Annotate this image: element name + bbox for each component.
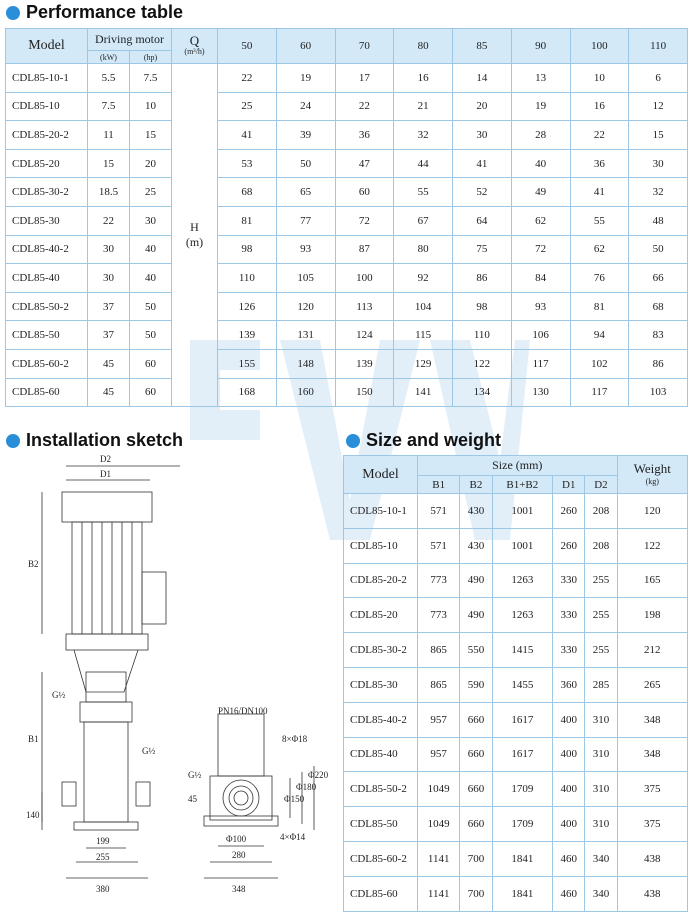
head-cell: 104 [394, 292, 453, 321]
model-cell: CDL85-60 [6, 378, 88, 407]
weight-cell: 265 [617, 667, 687, 702]
head-cell: 12 [629, 92, 688, 121]
hp-cell: 40 [130, 235, 172, 264]
head-cell: 14 [453, 64, 512, 93]
head-cell: 102 [570, 349, 629, 378]
size-weight-title: Size and weight [346, 430, 501, 451]
head-cell: 30 [453, 121, 512, 150]
head-cell: 76 [570, 264, 629, 293]
head-cell: 44 [394, 149, 453, 178]
sw-col-d2: D2 [585, 476, 617, 494]
weight-cell: 348 [617, 737, 687, 772]
model-cell: CDL85-10-1 [6, 64, 88, 93]
head-cell: 129 [394, 349, 453, 378]
head-cell: 28 [511, 121, 570, 150]
model-cell: CDL85-30-2 [344, 633, 418, 668]
model-cell: CDL85-50 [344, 807, 418, 842]
sw-col-size: Size (mm) [418, 456, 618, 476]
size-cell: 330 [553, 598, 585, 633]
bullet-icon [6, 6, 20, 20]
table-row [344, 807, 688, 842]
label-280: 280 [232, 850, 246, 860]
model-cell: CDL85-20 [6, 149, 88, 178]
label-b2: B2 [28, 559, 39, 569]
size-cell: 360 [553, 667, 585, 702]
weight-cell: 438 [617, 841, 687, 876]
weight-cell: 165 [617, 563, 687, 598]
head-cell: 126 [218, 292, 277, 321]
head-cell: 130 [511, 378, 570, 407]
label-140: 140 [26, 810, 40, 820]
size-cell: 1617 [492, 702, 553, 737]
size-cell: 1415 [492, 633, 553, 668]
head-cell: 139 [335, 349, 394, 378]
head-cell: 47 [335, 149, 394, 178]
label-phi180: Φ180 [296, 782, 317, 792]
size-cell: 1263 [492, 563, 553, 598]
kw-cell: 45 [88, 378, 130, 407]
size-cell: 1841 [492, 841, 553, 876]
head-cell: 106 [511, 321, 570, 350]
size-cell: 1841 [492, 876, 553, 911]
size-cell: 255 [585, 633, 617, 668]
head-cell: 150 [335, 378, 394, 407]
label-phi220: Φ220 [308, 770, 329, 780]
label-phi150: Φ150 [284, 794, 305, 804]
head-cell: 36 [570, 149, 629, 178]
size-cell: 490 [460, 598, 492, 633]
model-cell: CDL85-10 [344, 528, 418, 563]
size-cell: 310 [585, 807, 617, 842]
model-cell: CDL85-20-2 [6, 121, 88, 150]
label-255: 255 [96, 852, 110, 862]
performance-table [5, 28, 688, 407]
size-cell: 330 [553, 633, 585, 668]
model-cell: CDL85-20 [344, 598, 418, 633]
size-cell: 773 [418, 598, 460, 633]
size-cell: 865 [418, 633, 460, 668]
flow-60: 60 [276, 29, 335, 64]
model-cell: CDL85-20-2 [344, 563, 418, 598]
head-cell: 64 [453, 206, 512, 235]
size-cell: 208 [585, 528, 617, 563]
kw-cell: 15 [88, 149, 130, 178]
head-cell: 65 [276, 178, 335, 207]
flow-70: 70 [335, 29, 394, 64]
table-row [6, 121, 688, 150]
size-cell: 660 [460, 737, 492, 772]
model-cell: CDL85-30-2 [6, 178, 88, 207]
label-pn: PN16/DN100 [218, 706, 268, 716]
table-row [6, 321, 688, 350]
head-cell: 49 [511, 178, 570, 207]
model-cell: CDL85-40 [6, 264, 88, 293]
kw-cell: 45 [88, 349, 130, 378]
head-cell: 148 [276, 349, 335, 378]
head-cell: 17 [335, 64, 394, 93]
size-cell: 1141 [418, 876, 460, 911]
size-cell: 255 [585, 598, 617, 633]
label-45: 45 [188, 794, 197, 804]
head-cell: 68 [218, 178, 277, 207]
head-cell: 134 [453, 378, 512, 407]
head-cell: 77 [276, 206, 335, 235]
size-cell: 660 [460, 807, 492, 842]
size-cell: 590 [460, 667, 492, 702]
label-348: 348 [232, 884, 246, 894]
kw-cell: 5.5 [88, 64, 130, 93]
table-row [344, 563, 688, 598]
hp-cell: 10 [130, 92, 172, 121]
model-cell: CDL85-60-2 [344, 841, 418, 876]
hp-cell: 15 [130, 121, 172, 150]
head-cell: 93 [276, 235, 335, 264]
model-cell: CDL85-50-2 [344, 772, 418, 807]
size-cell: 550 [460, 633, 492, 668]
size-cell: 260 [553, 528, 585, 563]
size-cell: 660 [460, 702, 492, 737]
head-cell: 22 [570, 121, 629, 150]
label-d2: D2 [100, 454, 111, 464]
head-cell: 103 [629, 378, 688, 407]
size-weight-table [343, 455, 688, 912]
table-row [6, 264, 688, 293]
size-cell: 773 [418, 563, 460, 598]
size-cell: 460 [553, 876, 585, 911]
bullet-icon [6, 434, 20, 448]
size-cell: 285 [585, 667, 617, 702]
size-cell: 957 [418, 702, 460, 737]
kw-cell: 11 [88, 121, 130, 150]
size-cell: 1617 [492, 737, 553, 772]
kw-cell: 30 [88, 235, 130, 264]
kw-cell: 22 [88, 206, 130, 235]
model-cell: CDL85-40-2 [344, 702, 418, 737]
performance-title: Performance table [6, 2, 183, 23]
flow-100: 100 [570, 29, 629, 64]
table-row [344, 876, 688, 911]
flow-90: 90 [511, 29, 570, 64]
size-cell: 330 [553, 563, 585, 598]
size-cell: 700 [460, 876, 492, 911]
head-cell: 30 [629, 149, 688, 178]
table-row [344, 702, 688, 737]
head-cell: 41 [453, 149, 512, 178]
model-cell: CDL85-50 [6, 321, 88, 350]
table-row [6, 64, 688, 93]
head-cell: 55 [394, 178, 453, 207]
head-cell: 110 [218, 264, 277, 293]
kw-cell: 37 [88, 292, 130, 321]
size-cell: 208 [585, 494, 617, 529]
head-cell: 16 [570, 92, 629, 121]
model-cell: CDL85-10 [6, 92, 88, 121]
size-cell: 957 [418, 737, 460, 772]
head-cell: 19 [276, 64, 335, 93]
model-cell: CDL85-60-2 [6, 349, 88, 378]
weight-cell: 212 [617, 633, 687, 668]
head-cell: 117 [570, 378, 629, 407]
head-cell: 105 [276, 264, 335, 293]
head-cell: 122 [453, 349, 512, 378]
size-cell: 430 [460, 528, 492, 563]
table-row [344, 528, 688, 563]
size-cell: 1709 [492, 772, 553, 807]
label-holes2: 4×Φ14 [280, 832, 306, 842]
h-label: H [190, 220, 199, 235]
size-cell: 400 [553, 702, 585, 737]
size-cell: 255 [585, 563, 617, 598]
bullet-icon [346, 434, 360, 448]
hp-cell: 40 [130, 264, 172, 293]
kw-cell: 30 [88, 264, 130, 293]
head-cell: 41 [218, 121, 277, 150]
model-cell: CDL85-50-2 [6, 292, 88, 321]
head-cell: 86 [629, 349, 688, 378]
installation-sketch [0, 452, 340, 900]
hp-cell: 30 [130, 206, 172, 235]
size-cell: 1049 [418, 807, 460, 842]
kw-cell: 7.5 [88, 92, 130, 121]
hp-cell: 20 [130, 149, 172, 178]
hp-cell: 60 [130, 378, 172, 407]
model-cell: CDL85-10-1 [344, 494, 418, 529]
head-cell: 75 [453, 235, 512, 264]
size-cell: 1455 [492, 667, 553, 702]
head-cell: 72 [335, 206, 394, 235]
head-cell: 98 [453, 292, 512, 321]
head-cell: 20 [453, 92, 512, 121]
head-cell: 32 [394, 121, 453, 150]
h-unit: (m) [185, 235, 204, 250]
head-cell: 120 [276, 292, 335, 321]
head-cell: 113 [335, 292, 394, 321]
sw-col-b1: B1 [418, 476, 460, 494]
size-cell: 1001 [492, 528, 553, 563]
head-cell: 36 [335, 121, 394, 150]
label-holes: 8×Φ18 [282, 734, 308, 744]
table-row [344, 494, 688, 529]
head-cell: 84 [511, 264, 570, 293]
size-cell: 310 [585, 702, 617, 737]
label-g3: G½ [188, 770, 202, 780]
table-row [344, 841, 688, 876]
table-row [6, 92, 688, 121]
head-cell: 117 [511, 349, 570, 378]
col-q: Q (m³/h) [172, 29, 218, 64]
head-cell: 115 [394, 321, 453, 350]
head-cell: 141 [394, 378, 453, 407]
weight-cell: 120 [617, 494, 687, 529]
weight-cell: 375 [617, 807, 687, 842]
table-row [344, 598, 688, 633]
head-cell: 39 [276, 121, 335, 150]
flow-50: 50 [218, 29, 277, 64]
head-cell: 24 [276, 92, 335, 121]
head-cell: 81 [570, 292, 629, 321]
sw-col-model: Model [344, 456, 418, 494]
table-row [344, 737, 688, 772]
size-cell: 1709 [492, 807, 553, 842]
size-cell: 340 [585, 876, 617, 911]
flow-80: 80 [394, 29, 453, 64]
sw-col-b1b2: B1+B2 [492, 476, 553, 494]
size-cell: 660 [460, 772, 492, 807]
head-cell: 131 [276, 321, 335, 350]
col-driving-motor: Driving motor [88, 29, 172, 51]
size-cell: 260 [553, 494, 585, 529]
sw-col-b2: B2 [460, 476, 492, 494]
label-phi100: Φ100 [226, 834, 247, 844]
head-cell: 87 [335, 235, 394, 264]
size-cell: 865 [418, 667, 460, 702]
weight-cell: 122 [617, 528, 687, 563]
head-cell: 19 [511, 92, 570, 121]
size-cell: 400 [553, 807, 585, 842]
head-cell: 48 [629, 206, 688, 235]
head-cell: 22 [218, 64, 277, 93]
head-cell: 10 [570, 64, 629, 93]
sw-col-d1: D1 [553, 476, 585, 494]
model-cell: CDL85-30 [6, 206, 88, 235]
weight-cell: 375 [617, 772, 687, 807]
installation-title: Installation sketch [6, 430, 183, 451]
head-cell: 155 [218, 349, 277, 378]
head-cell: 86 [453, 264, 512, 293]
table-row [6, 378, 688, 407]
head-cell: 62 [511, 206, 570, 235]
head-cell: 160 [276, 378, 335, 407]
col-model: Model [6, 29, 88, 64]
kw-cell: 18.5 [88, 178, 130, 207]
size-cell: 400 [553, 737, 585, 772]
model-cell: CDL85-40 [344, 737, 418, 772]
hp-cell: 50 [130, 321, 172, 350]
hp-cell: 50 [130, 292, 172, 321]
size-cell: 571 [418, 528, 460, 563]
col-kw: (kW) [88, 51, 130, 64]
size-cell: 700 [460, 841, 492, 876]
sw-col-weight: Weight (kg) [617, 456, 687, 494]
size-cell: 460 [553, 841, 585, 876]
table-row [6, 349, 688, 378]
table-row [6, 149, 688, 178]
head-cell: 110 [453, 321, 512, 350]
head-cell: 25 [218, 92, 277, 121]
head-cell: 168 [218, 378, 277, 407]
head-cell: 53 [218, 149, 277, 178]
label-g2: G½ [142, 746, 156, 756]
flow-85: 85 [453, 29, 512, 64]
head-cell: 55 [570, 206, 629, 235]
hp-cell: 25 [130, 178, 172, 207]
weight-cell: 348 [617, 702, 687, 737]
head-cell: 83 [629, 321, 688, 350]
size-cell: 340 [585, 841, 617, 876]
head-cell: 22 [335, 92, 394, 121]
head-cell: 94 [570, 321, 629, 350]
size-cell: 1141 [418, 841, 460, 876]
flow-110: 110 [629, 29, 688, 64]
head-cell: 40 [511, 149, 570, 178]
size-cell: 490 [460, 563, 492, 598]
head-cell: 81 [218, 206, 277, 235]
weight-cell: 198 [617, 598, 687, 633]
size-cell: 310 [585, 772, 617, 807]
head-cell: 50 [629, 235, 688, 264]
model-cell: CDL85-40-2 [6, 235, 88, 264]
weight-cell: 438 [617, 876, 687, 911]
label-b1: B1 [28, 734, 39, 744]
head-cell: 68 [629, 292, 688, 321]
label-199: 199 [96, 836, 110, 846]
head-cell: 52 [453, 178, 512, 207]
kw-cell: 37 [88, 321, 130, 350]
head-cell: 13 [511, 64, 570, 93]
table-row [344, 667, 688, 702]
hp-cell: 7.5 [130, 64, 172, 93]
size-cell: 1001 [492, 494, 553, 529]
head-cell: 62 [570, 235, 629, 264]
label-g1: G½ [52, 690, 66, 700]
head-cell: 41 [570, 178, 629, 207]
head-cell: 80 [394, 235, 453, 264]
head-cell: 124 [335, 321, 394, 350]
col-hp: (hp) [130, 51, 172, 64]
head-cell: 92 [394, 264, 453, 293]
size-cell: 1049 [418, 772, 460, 807]
size-cell: 310 [585, 737, 617, 772]
table-row [6, 235, 688, 264]
label-d1: D1 [100, 469, 111, 479]
size-cell: 430 [460, 494, 492, 529]
head-cell: 21 [394, 92, 453, 121]
head-cell: 98 [218, 235, 277, 264]
head-cell: 93 [511, 292, 570, 321]
table-row [6, 178, 688, 207]
head-cell: 139 [218, 321, 277, 350]
head-cell: 60 [335, 178, 394, 207]
head-cell: 67 [394, 206, 453, 235]
model-cell: CDL85-60 [344, 876, 418, 911]
size-cell: 571 [418, 494, 460, 529]
head-cell: 15 [629, 121, 688, 150]
table-row [344, 633, 688, 668]
hp-cell: 60 [130, 349, 172, 378]
head-cell: 66 [629, 264, 688, 293]
head-cell: 50 [276, 149, 335, 178]
label-380: 380 [96, 884, 110, 894]
h-label-cell [172, 64, 218, 407]
head-cell: 16 [394, 64, 453, 93]
model-cell: CDL85-30 [344, 667, 418, 702]
table-row [6, 292, 688, 321]
head-cell: 6 [629, 64, 688, 93]
table-row [6, 206, 688, 235]
size-cell: 1263 [492, 598, 553, 633]
table-row [344, 772, 688, 807]
head-cell: 100 [335, 264, 394, 293]
head-cell: 72 [511, 235, 570, 264]
size-cell: 400 [553, 772, 585, 807]
head-cell: 32 [629, 178, 688, 207]
